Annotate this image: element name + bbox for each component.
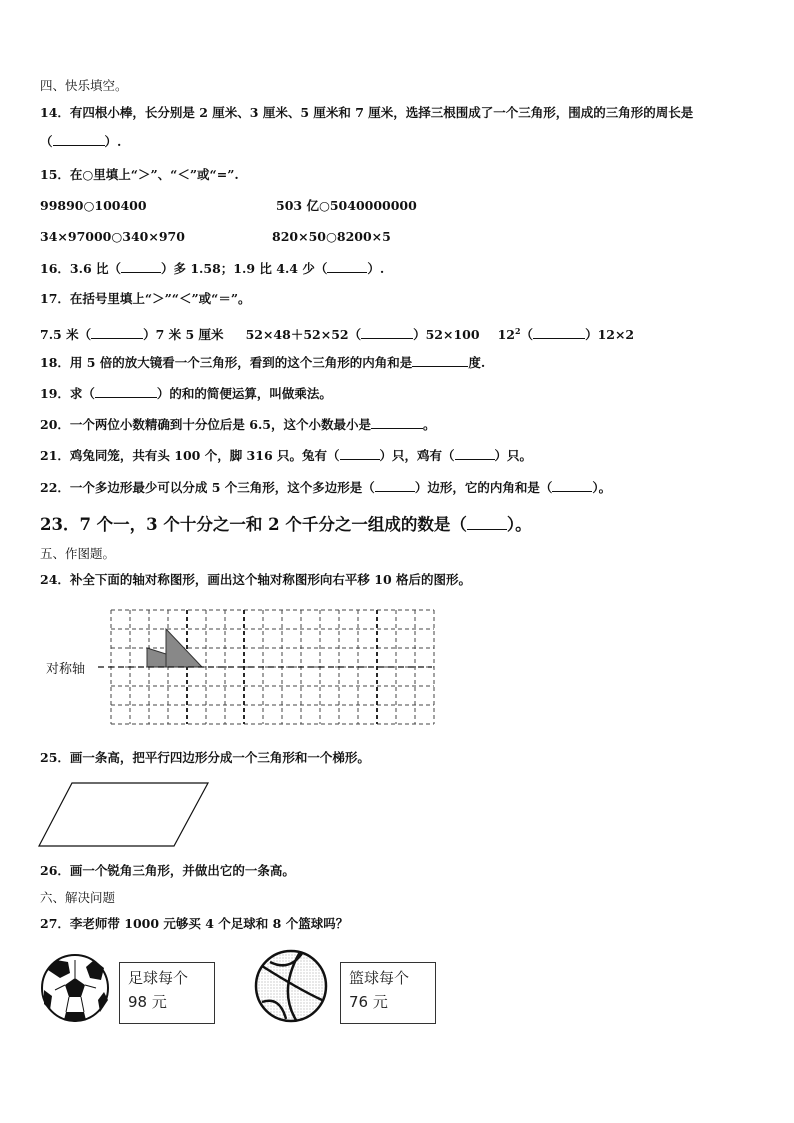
question-17-title: 17．在括号里填上“＞”“＜”或“＝”。 [40,291,251,306]
football-price-box [119,962,215,1024]
question-19: 19．求（ ）的和的简便运算，叫做乘法。 [40,386,332,401]
football-price-label: 足球每个 [128,969,189,987]
section-five-title: 五、作图题。 [40,546,116,561]
question-21: 21．鸡兔同笼，共有头 100 个，脚 316 只。兔有（ ）只，鸡有（ ）只。 [40,448,533,463]
question-15-title: 15．在○里填上“＞”、“＜”或“=”. [40,167,239,182]
question-24: 24．补全下面的轴对称图形，画出这个轴对称图形向右平移 10 格后的图形。 [40,572,471,587]
answer-blank[interactable] [533,326,585,339]
answer-blank[interactable] [552,479,592,492]
question-15-d: 820×50○8200×5 [272,229,391,244]
answer-blank[interactable] [121,260,161,273]
question-22: 22．一个多边形最少可以分成 5 个三角形，这个多边形是（ ）边形，它的内角和是（ ）。 [40,480,612,495]
basketball-price-label: 篮球每个 [349,969,410,987]
question-15-a: 99890○100400 [40,198,147,213]
answer-blank[interactable] [455,447,495,460]
question-23: 23．7 个一，3 个十分之一和 2 个千分之一组成的数是（ ）。 [40,515,532,534]
shaded-triangle-large [166,629,202,667]
answer-blank[interactable] [361,326,413,339]
answer-blank[interactable] [53,133,105,146]
section-four-title: 四、快乐填空。 [40,78,128,93]
symmetry-axis-label: 对称轴 [46,662,86,677]
basketball-price-box [340,962,436,1024]
question-26: 26．画一个锐角三角形，并做出它的一条高。 [40,863,295,878]
question-16: 16．3.6 比（ ）多 1.58；1.9 比 4.4 少（ ）. [40,261,385,276]
question-27: 27．李老师带 1000 元够买 4 个足球和 8 个篮球吗？ [40,916,349,931]
question-25: 25．画一条高，把平行四边形分成一个三角形和一个梯形。 [40,750,370,765]
answer-blank[interactable] [371,416,423,429]
question-14-line2: （ ）. [40,134,122,149]
question-17-items: 7.5 米（ ）7 米 5 厘米 52×48＋52×52（ ）52×100 $12^2$（ ）12×2 [40,326,635,343]
answer-blank[interactable] [412,354,468,367]
answer-blank[interactable] [327,260,367,273]
shaded-triangle-small [147,648,166,667]
answer-blank[interactable] [95,385,157,398]
question-15-b: 503 亿○5040000000 [276,198,417,213]
question-14-line1: 14．有四根小棒，长分别是 2 厘米、3 厘米、5 厘米和 7 厘米，选择三根围成了一个三角形，围成的三角形的周长是 [40,105,694,120]
question-18: 18．用 5 倍的放大镜看一个三角形，看到的这个三角形的内角和是 度. [40,355,486,370]
answer-blank[interactable] [340,447,380,460]
section-six-title: 六、解决问题 [40,890,116,905]
question-15-c: 34×97000○340×970 [40,229,185,244]
answer-blank[interactable] [467,514,507,530]
football-price-value: 98 元 [128,993,167,1011]
answer-blank[interactable] [91,326,143,339]
question-20: 20．一个两位小数精确到十分位后是 6.5，这个小数最小是 。 [40,417,436,432]
basketball-price-value: 76 元 [349,993,388,1011]
answer-blank[interactable] [375,479,415,492]
